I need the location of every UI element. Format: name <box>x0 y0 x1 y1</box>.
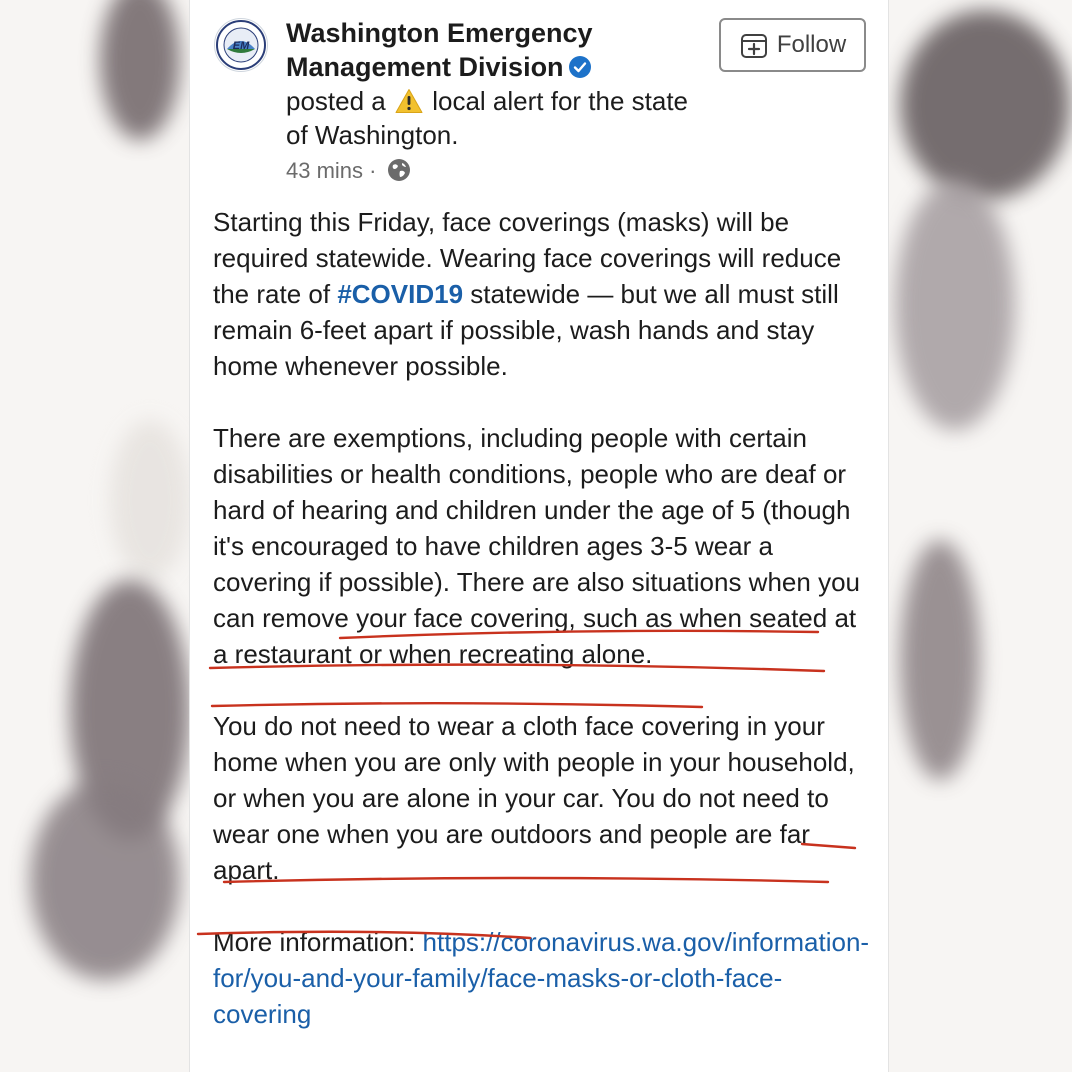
follow-label: Follow <box>776 31 847 58</box>
ink-blot-top-left <box>100 0 180 140</box>
ink-blot-right <box>895 180 1015 430</box>
paragraph-3-underlined-text: You do not need to wear one when you are outdoors and people are far apart. <box>213 783 829 885</box>
post-header <box>286 16 706 186</box>
globe-icon <box>387 158 411 182</box>
avatar[interactable] <box>214 18 268 72</box>
more-info-label: More information: <box>213 927 423 957</box>
author-name-line[interactable] <box>286 16 706 84</box>
hashtag-link[interactable]: #COVID19 <box>337 279 464 309</box>
posted-line <box>286 84 706 152</box>
meta-separator: · <box>369 158 377 183</box>
paragraph-3-text: You do not need to wear a cloth face covering in your home when you are only with people in your household, or when you are alone in your car. <box>213 711 855 813</box>
ink-blot-top-right <box>900 10 1070 200</box>
paragraph-more-info <box>213 924 873 1032</box>
more-info-link[interactable]: https://coronavirus.wa.gov/information-for/you-and-your-family/face-masks-or-cloth-face-covering <box>213 927 870 1029</box>
paragraph-home-car <box>213 708 873 888</box>
posted-prefix: posted a <box>286 86 386 116</box>
post-body <box>213 204 873 1032</box>
paragraph-mask-requirement <box>213 204 873 384</box>
paragraph-exemptions <box>213 420 873 672</box>
post-time[interactable]: 43 mins <box>286 158 364 183</box>
ink-blot-mid-left <box>110 420 190 580</box>
warning-icon <box>395 88 423 114</box>
emergency-management-seal-icon <box>215 19 267 71</box>
post-meta <box>286 156 706 186</box>
paragraph-2-text: There are exemptions, including people with certain disabilities or health conditions, people who are deaf or hard of hearing and children under the age of 5 (though it's encouraged to have children ages 3-5 wear a covering if possible). <box>213 423 851 597</box>
ink-blot-right-2 <box>900 540 980 780</box>
follow-button[interactable] <box>719 18 866 72</box>
paragraph-1-text-end: statewide — but we all must still remain 6-feet apart if possible, wash hands and stay home whenever possible. <box>213 279 839 381</box>
ink-blot-lower-left-2 <box>30 780 180 980</box>
follow-icon <box>739 30 769 60</box>
posted-suffix: local alert for the state of Washington. <box>286 86 689 150</box>
author-name[interactable]: Washington Emergency Management Division <box>286 18 593 82</box>
verified-badge-icon <box>568 55 592 79</box>
post-card <box>189 0 889 1072</box>
paragraph-1-text: Starting this Friday, face coverings (masks) will be required statewide. Wearing face coverings will reduce the rate of <box>213 207 842 309</box>
paragraph-2-underlined-text: There are also situations when you can remove your face covering, such as when seated at a restaurant or when recreating alone. <box>213 567 860 669</box>
svg-text:EM: EM <box>232 40 250 52</box>
